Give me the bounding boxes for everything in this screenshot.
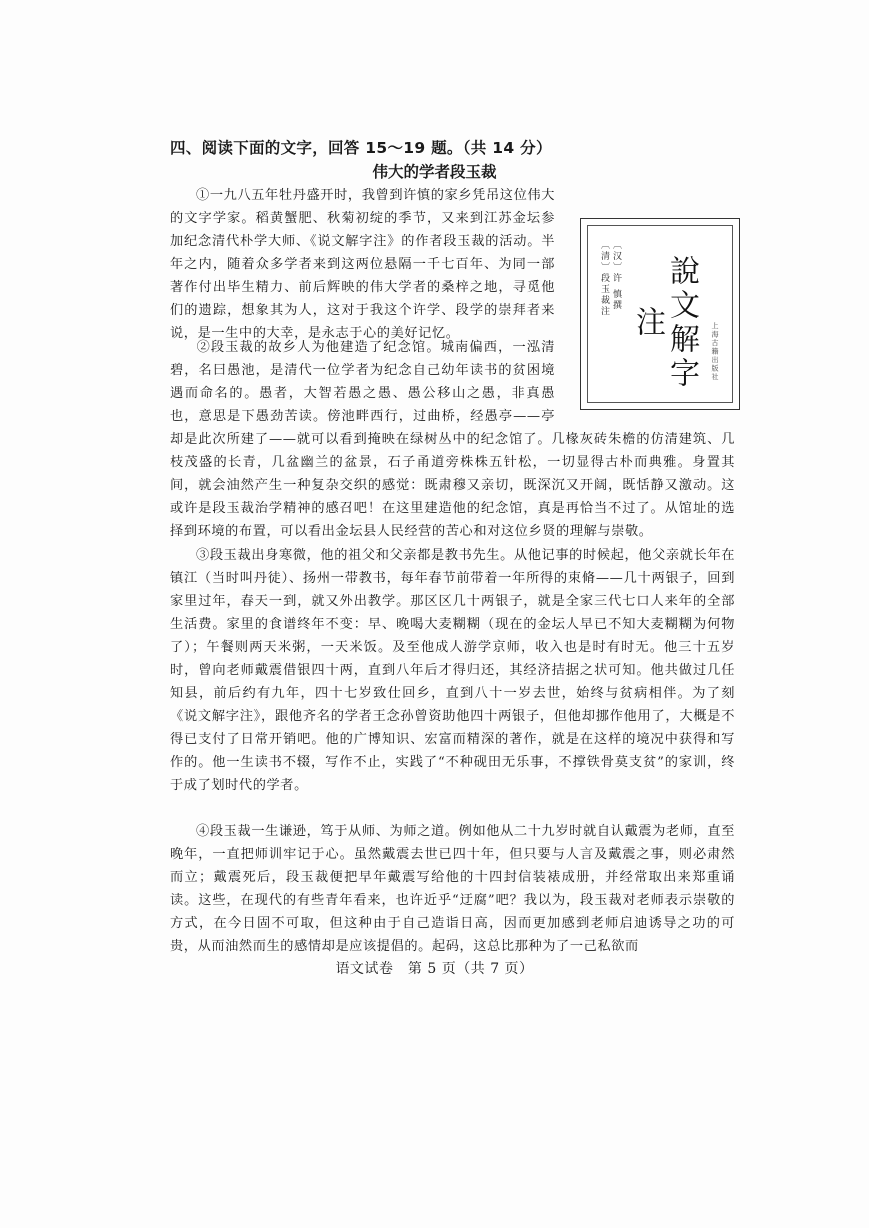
page-footer: 语文试卷 第 5 页（共 7 页） bbox=[335, 961, 534, 977]
article-title: 伟大的学者段玉裁 bbox=[372, 163, 497, 181]
book-cover-title: 說文解字注 bbox=[630, 255, 699, 391]
book-publisher: 上海古籍出版社 bbox=[711, 322, 719, 382]
paragraph-3: ③段玉裁出身寒微，他的祖父和父亲都是教书先生。从他记事的时候起，他父亲就长年在镇江（当时叫丹徒）、扬州一带教书，每年春节前带着一年所得的束脩——几十两银子，回到家里过年，春天一到，就又外出教学。那区区几十两银子，就是全家三代七口人来年的全部生活费。家里的食谱终年不变：早、晚喝大麦糊糊（现在的金坛人早已不知大麦糊糊为何物了）；午餐则两天米粥，一天米饭。及至他成人游学京师，收入也是时有时无。他三十五岁时，曾向老师戴震借银四十两，直到八年后才得归还，其经济拮据之状可知。他共做过几任知县，前后约有九年，四十七岁致仕回乡，直到八十一岁去世，始终与贫病相伴。为了刻《说文解字注》，跟他齐名的学者王念孙曾资助他四十两银子，但他却挪作他用了，大概是不得已支付了日常开销吧。他的广博知识、宏富而精深的著作，就是在这样的境况中获得和写作的。他一生读书不辍，写作不止，实践了“不种砚田无乐事，不撑铁骨莫支贫”的家训，终于成了划时代的学者。 bbox=[170, 548, 735, 793]
image-wrap-spacer bbox=[569, 207, 737, 347]
paragraph-4: ④段玉裁一生谦逊，笃于从师、为师之道。例如他从二十九岁时就自认戴震为老师，直至晚年，一直把师训牢记于心。虽然戴震去世已四十年，但只要与人言及戴震之事，则必肃然而立；戴震死后，段玉裁便把早年戴震写给他的十四封信装裱成册，并经常取出来郑重诵读。这些，在现代的有些青年看来，也许近乎“迂腐”吧？我以为，段玉裁对老师表示崇敬的方式，在今日固不可取，但这种由于自己造诣日高，因而更加感到老师启迪诱导之功的可贵，从而油然而生的感情却是应该提倡的。起码，这总比那种为了一己私欲而 bbox=[170, 824, 735, 954]
book-author-line: 〔汉〕许 慎撰 bbox=[611, 240, 621, 311]
section-heading: 四、阅读下面的文字，回答 15～19 题。（共 14 分） bbox=[170, 139, 552, 157]
paragraph-1: ①一九八五年牡丹盛开时，我曾到许慎的家乡凭吊这位伟大的文字学家。稻黄蟹肥、秋菊初绽的季节，又来到江苏金坛参加纪念清代朴学大师、《说文解字注》的作者段玉裁的活动。半年之内，随着众多学者来到这两位悬隔一千七百年、为同一部著作付出毕生精力、前后辉映的伟大学者的桑梓之地，寻觅他们的遗踪，想象其为人，这对于我这个许学、段学的崇拜者来说，是一生中的大幸，是永志于心的美好记忆。 bbox=[170, 184, 735, 347]
book-annotator-line: 〔清〕段玉裁注 bbox=[599, 240, 609, 317]
image-wrap-spacer bbox=[569, 336, 737, 428]
paragraph-2: ②段玉裁的故乡人为他建造了纪念馆。城南偏西，一泓清碧，名曰愚池，是清代一位学者为纪念自己幼年读书的贫困境遇而命名的。愚者，大智若愚之愚、愚公移山之愚，非真愚也，意思是下愚劲苦读。傍池畔西行，过曲桥，经愚亭——亭却是此次所建了——就可以看到掩映在绿树丛中的纪念馆了。几椽灰砖朱檐的仿清建筑、几枝茂盛的长青，几盆幽兰的盆景，石子甬道旁株株五针松，一切显得古朴而典雅。身置其间，就会油然产生一种复杂交织的感觉：既肃穆又亲切，既深沉又开阔，既恬静又激动。这或许是段玉裁治学精神的感召吧！在这里建造他的纪念馆，真是再恰当不过了。从馆址的选择到环境的布置，可以看出金坛县人民经营的苦心和对这位乡贤的理解与崇敬。 bbox=[170, 336, 735, 543]
